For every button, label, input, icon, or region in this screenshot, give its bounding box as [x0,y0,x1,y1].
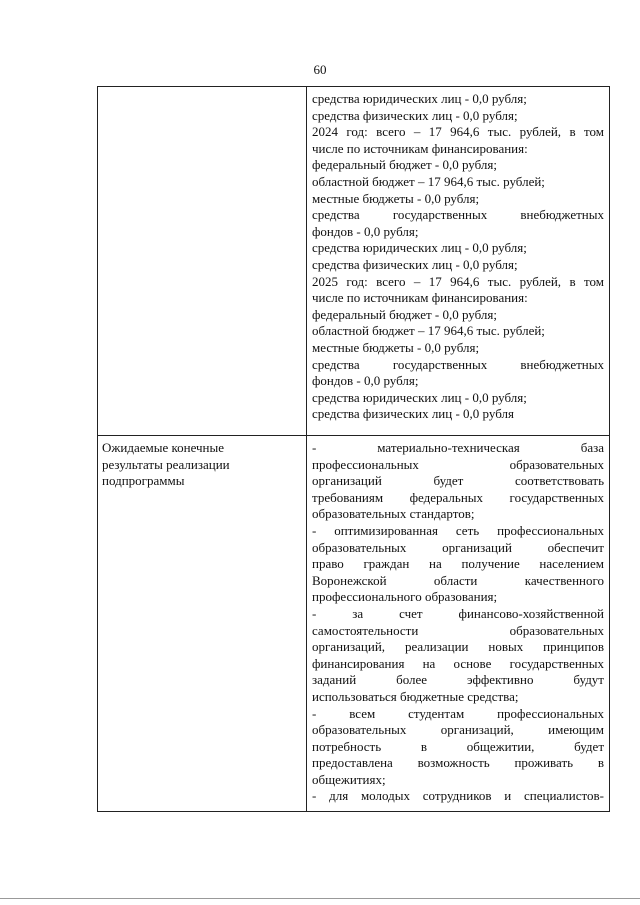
text-line: заданий более эффективно будут [312,672,604,688]
text-line: федеральный бюджет - 0,0 рубля; [312,157,498,173]
text-line: фондов - 0,0 рубля; [312,223,419,239]
text-line: предоставлена возможность проживать в [312,755,604,771]
text-line: областной бюджет – 17 964,6 тыс. рублей; [312,173,545,189]
text-line: подпрограммы [102,473,185,489]
text-line: Ожидаемые конечные [102,440,225,455]
text-line: - материально-техническая база [312,440,604,455]
text-line: - для молодых сотрудников и специалистов- [312,788,604,804]
text-line: самостоятельности образовательных [312,622,604,638]
text-line: требованиям федеральных государственных [312,489,604,505]
text-line: общежитиях; [312,771,386,787]
text-line: организаций будет соответствовать [312,473,604,489]
text-line: средства государственных внебюджетных [312,207,604,223]
text-line: местные бюджеты - 0,0 рубля; [312,190,480,206]
text-line: средства физических лиц - 0,0 рубля; [312,107,518,123]
page-number: 60 [313,62,327,77]
text-line: образовательных организаций, имеющим [312,722,604,738]
text-line: средства физических лиц - 0,0 рубля; [312,256,518,272]
text-line: потребность в общежитии, будет [312,738,604,754]
text-line: числе по источникам финансирования: [312,140,528,156]
text-line: финансирования на основе государственных [312,655,604,671]
text-line: образовательных организаций обеспечит [312,539,604,555]
text-line: Воронежской области качественного [312,572,604,588]
text-line: фондов - 0,0 рубля; [312,373,419,389]
text-line: результаты реализации [102,456,230,472]
text-line: 2024 год: всего – 17 964,6 тыс. рублей, в том [312,124,604,140]
text-line: 2025 год: всего – 17 964,6 тыс. рублей, в том [312,273,604,289]
row-2-label-cell [98,436,307,811]
text-line: - всем студентам профессиональных [312,705,604,721]
text-line: федеральный бюджет - 0,0 рубля; [312,306,498,322]
text-line: средства юридических лиц - 0,0 рубля; [312,91,527,106]
text-line: областной бюджет – 17 964,6 тыс. рублей; [312,323,545,339]
subprogram-passport-table [97,86,610,812]
text-line: право граждан на получение населением [312,556,604,572]
text-line: средства физических лиц - 0,0 рубля [312,406,514,422]
text-line: - за счет финансово-хозяйственной [312,605,604,621]
text-line: использоваться бюджетные средства; [312,688,519,704]
text-line: средства государственных внебюджетных [312,356,604,372]
row-1-content-cell [307,87,609,435]
text-line: организаций, реализации новых принципов [312,639,604,655]
text-line: профессиональных образовательных [312,456,604,472]
row-2-content-cell [307,436,609,811]
text-line: местные бюджеты - 0,0 рубля; [312,339,480,355]
text-line: образовательных стандартов; [312,506,475,522]
row-1-label-cell [98,87,307,435]
text-line: средства юридических лиц - 0,0 рубля; [312,389,527,405]
table-row-funding [98,87,609,436]
text-line: - оптимизированная сеть профессиональных [312,522,604,538]
text-line: средства юридических лиц - 0,0 рубля; [312,240,527,256]
page-bottom-rule [0,898,640,899]
table-row-expected-results [98,436,609,811]
text-line: профессионального образования; [312,589,498,605]
text-line: числе по источникам финансирования: [312,290,528,306]
